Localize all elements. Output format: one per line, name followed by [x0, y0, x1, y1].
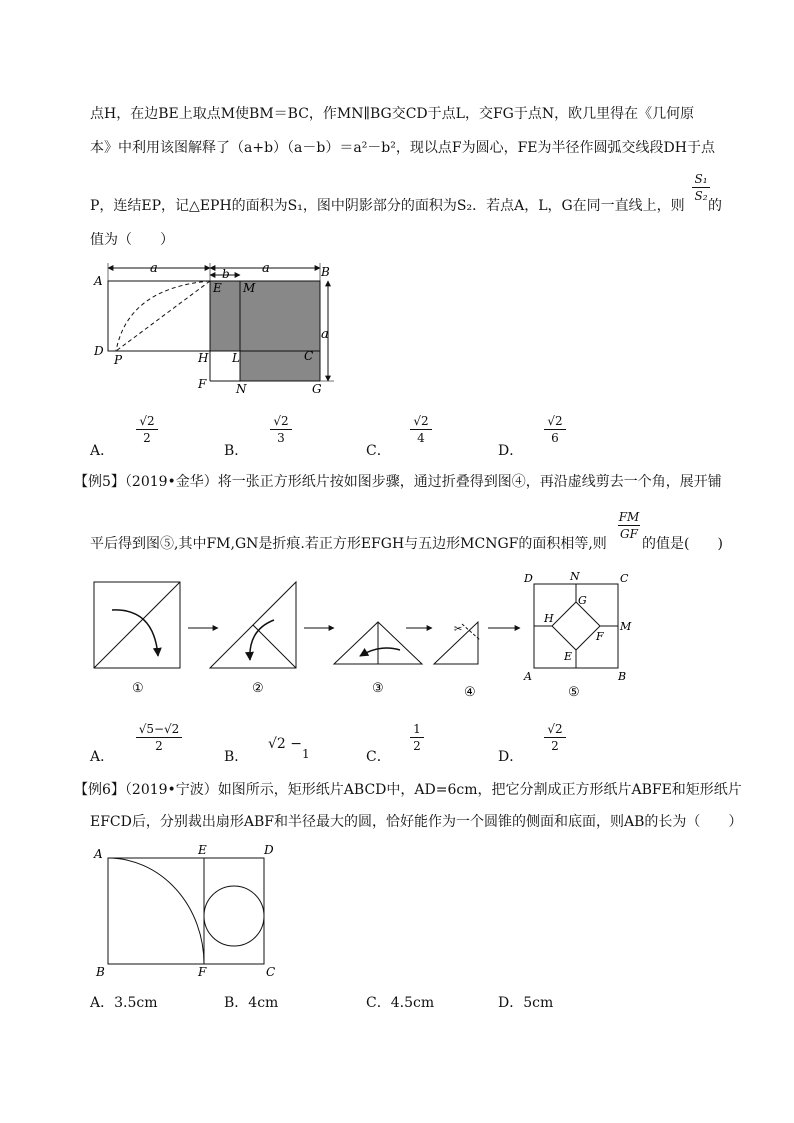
shaded-rect-top: [210, 281, 320, 351]
ex5-option-a-value: √5−√2 2: [136, 722, 182, 753]
fig5-label-M: M: [620, 620, 632, 633]
fig5-label-B: B: [618, 670, 627, 683]
ex6-option-d[interactable]: D．5cm: [498, 995, 554, 1011]
ex4-frac-tail: 的: [708, 198, 722, 214]
label-F: F: [198, 965, 207, 979]
label-b-top: b: [222, 267, 230, 281]
ex5-option-d[interactable]: D．: [498, 749, 524, 765]
label-A: A: [94, 847, 103, 861]
ex4-text-line4: 值为（ ）: [90, 232, 174, 248]
label-B: B: [321, 265, 330, 279]
ex6-option-b[interactable]: B．4cm: [224, 995, 279, 1011]
ex6-option-c[interactable]: C．4.5cm: [366, 995, 435, 1011]
label-D: D: [94, 344, 104, 358]
fraction-numerator: S₁: [694, 172, 708, 186]
fig5-label-A: A: [524, 670, 532, 683]
ex5-text-line2: 平后得到图⑤,其中FM,GN是折痕.若正方形EFGH与五边形MCNGF的面积相等,则: [90, 536, 607, 552]
fig5-label-H: H: [544, 612, 554, 625]
ex6-figure: [88, 840, 288, 980]
step-label-4: ④: [464, 685, 476, 700]
fold-step-2: [210, 582, 296, 668]
ex4-text-line3: P，连结EP，记△EPH的面积为S₁，图中阴影部分的面积为S₂．若点A，L，G在同一直线上，则: [90, 198, 685, 214]
label-D: D: [264, 843, 274, 857]
fig5-label-G: G: [578, 594, 587, 607]
sector-arc-ABF: [108, 858, 204, 964]
fig5-label-F: F: [596, 630, 604, 643]
ex4-option-d[interactable]: D．: [498, 443, 524, 459]
fold-step-4: [434, 622, 480, 664]
step-label-3: ③: [372, 681, 384, 696]
label-P: P: [114, 353, 123, 367]
ex6-text-line2: EFCD后，分别裁出扇形ABF和半径最大的圆，恰好能作为一个圆锥的侧面和底面，则AB的长为（ ）: [90, 814, 743, 830]
ex4-text-line1: 点H，在边BE上取点M使BM＝BC，作MN∥BG交CD于点L，交FG于点N，欧几里得在《几何原: [90, 106, 695, 122]
fold-step-1: [94, 582, 180, 668]
ex5-inline-fraction: [618, 510, 640, 541]
ex4-option-d-value: √2 6: [544, 414, 566, 445]
fig5-label-D: D: [524, 572, 533, 585]
fig5-label-N: N: [570, 570, 580, 583]
fig5-label-C: C: [620, 572, 629, 585]
label-a-right: a: [321, 327, 329, 342]
label-F: F: [198, 377, 207, 391]
ex5-option-c-value: 1 2: [410, 722, 424, 753]
label-E: E: [213, 281, 222, 295]
ex5-option-c[interactable]: C．: [366, 749, 391, 765]
fraction-bar: [618, 525, 640, 526]
label-G: G: [312, 382, 322, 396]
ex4-figure: [88, 258, 348, 398]
step-label-5: ⑤: [568, 685, 580, 700]
fraction-bar: [692, 187, 710, 188]
ex6-text-line1: 【例6】（2019•宁波）如图所示，矩形纸片ABCD中，AD=6cm，把它分割成正方形纸片ABFE和矩形纸片: [74, 782, 742, 798]
ex5-figure-sequence: [88, 568, 648, 700]
label-L: L: [232, 351, 240, 365]
ex5-option-b-value: √2 −1: [268, 736, 310, 761]
fraction-numerator: FM: [618, 510, 640, 524]
ex4-text-line2: 本》中利用该图解释了（a+b）（a－b）＝a²－b²，现以点F为圆心，FE为半径作圆弧交线段DH于点: [90, 140, 715, 156]
step-label-1: ①: [132, 681, 144, 696]
label-B: B: [96, 965, 105, 979]
step-label-2: ②: [252, 681, 264, 696]
label-E: E: [198, 843, 207, 857]
ex5-frac-tail: 的值是( ): [642, 536, 723, 552]
ex4-option-a[interactable]: A．: [90, 443, 115, 459]
label-H: H: [198, 351, 209, 365]
label-N: N: [236, 382, 247, 396]
ex5-option-b[interactable]: B．: [224, 749, 249, 765]
ex5-text-line1: 【例5】（2019•金华）将一张正方形纸片按如图步骤，通过折叠得到图④，再沿虚线剪去一个角，展开铺: [74, 474, 722, 490]
ex4-option-b[interactable]: B．: [224, 443, 249, 459]
ex4-option-a-value: √2 2: [136, 414, 158, 445]
fold-step-5: [534, 584, 618, 668]
fig5-label-E: E: [564, 650, 573, 663]
fraction-denominator: GF: [620, 527, 638, 541]
label-C: C: [266, 965, 276, 979]
ex5-option-a[interactable]: A．: [90, 749, 115, 765]
label-a-top-left: a: [150, 261, 158, 276]
label-C: C: [304, 349, 314, 363]
base-circle: [204, 886, 264, 946]
label-M: M: [243, 281, 256, 295]
ex4-option-b-value: √2 3: [270, 414, 292, 445]
fraction-denominator: S₂: [694, 189, 708, 203]
label-a-top-right: a: [262, 261, 270, 276]
ex4-option-c[interactable]: C．: [366, 443, 391, 459]
ex6-option-a[interactable]: A．3.5cm: [90, 995, 158, 1011]
rect-ABCD: [108, 858, 264, 964]
dashed-EP: [116, 281, 210, 351]
ex5-option-d-value: √2 2: [544, 722, 566, 753]
scissors-icon: ✂: [454, 624, 463, 635]
label-A: A: [94, 274, 103, 288]
ex4-option-c-value: √2 4: [410, 414, 432, 445]
